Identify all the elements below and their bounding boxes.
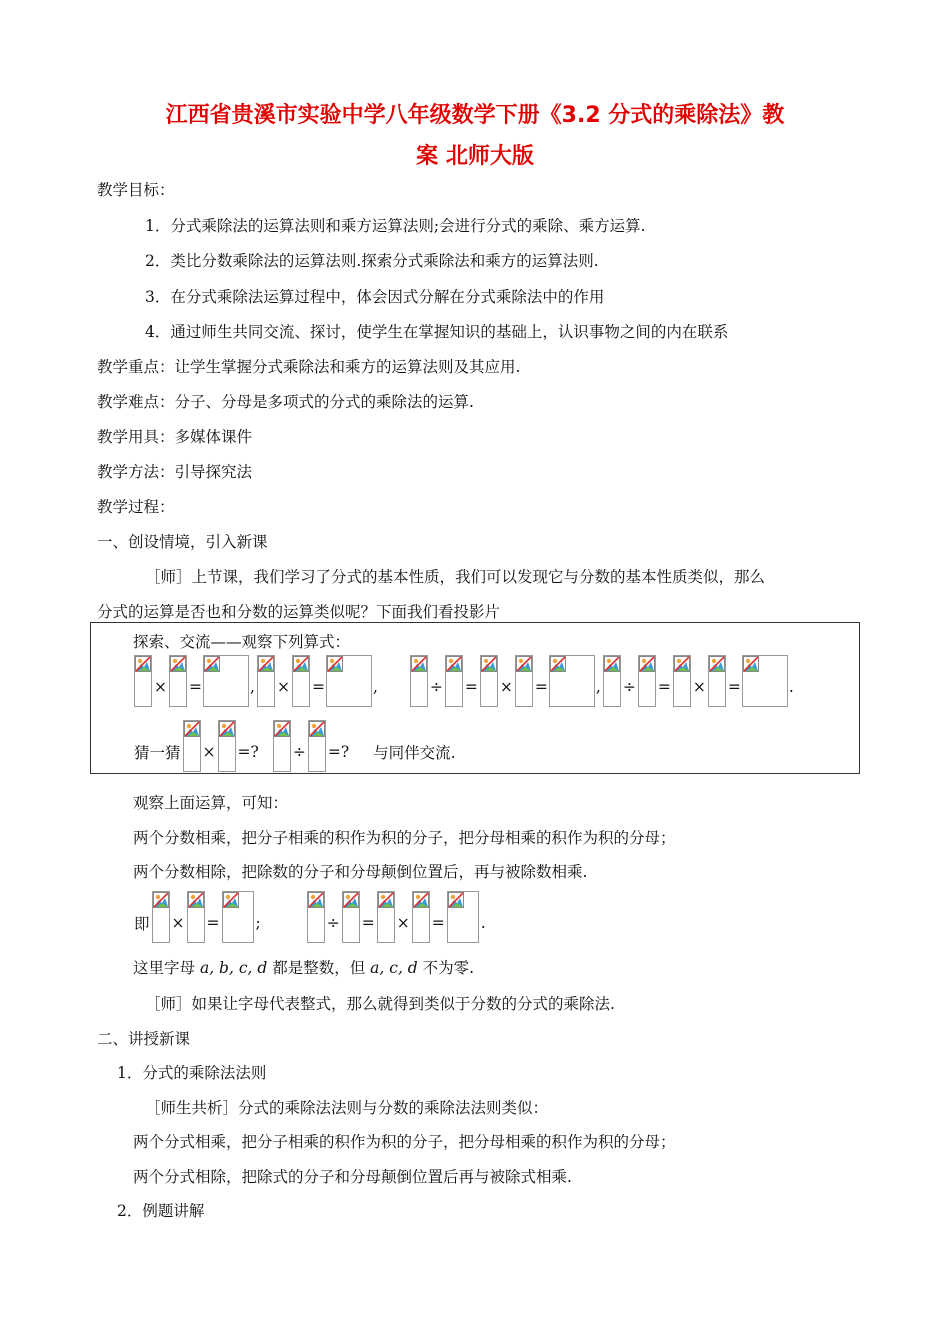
- fraction-image: [412, 891, 430, 943]
- times-sign: ×: [171, 914, 185, 932]
- broken-image-icon: [274, 721, 290, 737]
- letters-variables: a, b, c, d: [199, 959, 268, 977]
- teacher-paragraph-2: ［师］如果让字母代表整式，那么就得到类似于分数的分式的乘除法.: [145, 995, 615, 1013]
- comma: ,: [250, 678, 255, 696]
- fraction-image: [152, 891, 170, 943]
- guess-label: 猜一猜: [134, 744, 181, 762]
- fraction-image: [218, 720, 236, 772]
- broken-image-icon: [308, 892, 324, 908]
- fraction-image: [134, 655, 152, 707]
- broken-image-icon: [293, 656, 309, 672]
- guess-question: =?: [327, 743, 350, 761]
- fraction-image: [480, 655, 498, 707]
- fraction-image: [187, 891, 205, 943]
- broken-image-icon: [411, 656, 427, 672]
- teacher-paragraph-1b: 分式的运算是否也和分数的运算类似呢？下面我们看投影片: [97, 603, 501, 621]
- equals-sign: =: [189, 678, 202, 696]
- tools: 教学用具：多媒体课件: [97, 428, 253, 446]
- broken-image-icon: [674, 656, 690, 672]
- ji-label: 即: [134, 915, 150, 933]
- letters-nonzero: a, c, d: [370, 959, 418, 977]
- result-image: [203, 655, 249, 707]
- fraction-image: [183, 720, 201, 772]
- fraction-row-1: [133, 655, 795, 707]
- broken-image-icon: [481, 656, 497, 672]
- analysis-text: ［师生共析］分式的乘除法法则与分数的乘除法法则类似：: [145, 1099, 549, 1117]
- rule-multiply-fractions: 两个分式相乘，把分子相乘的积作为积的分子，把分母相乘的积作为积的分母；: [133, 1133, 676, 1151]
- broken-image-icon: [153, 892, 169, 908]
- goal-item: 3．在分式乘除法运算过程中，体会因式分解在分式乘除法中的作用: [145, 288, 605, 306]
- broken-image-icon: [550, 656, 566, 672]
- section-1-heading: 一、创设情境，引入新课: [97, 533, 268, 551]
- equals-sign: =: [206, 914, 220, 932]
- fraction-image: [673, 655, 691, 707]
- divide-sign: ÷: [429, 678, 443, 696]
- broken-image-icon: [309, 721, 325, 737]
- fraction-image: [603, 655, 621, 707]
- fraction-image: [708, 655, 726, 707]
- guess-tail: 与同伴交流.: [373, 744, 456, 762]
- broken-image-icon: [413, 892, 429, 908]
- broken-image-icon: [223, 892, 239, 908]
- guess-row: [133, 720, 457, 772]
- fraction-image: [292, 655, 310, 707]
- fraction-image: [257, 655, 275, 707]
- broken-image-icon: [184, 721, 200, 737]
- broken-image-icon: [446, 656, 462, 672]
- broken-image-icon: [204, 656, 220, 672]
- fraction-image: [273, 720, 291, 772]
- broken-image-icon: [170, 656, 186, 672]
- times-sign: ×: [499, 678, 513, 696]
- result-image: [742, 655, 788, 707]
- equals-sign: =: [464, 678, 478, 696]
- subsection-2: 2．例题讲解: [117, 1202, 205, 1220]
- broken-image-icon: [258, 656, 274, 672]
- fraction-image: [638, 655, 656, 707]
- key-point: 教学重点：让学生掌握分式乘除法和乘方的运算法则及其应用.: [97, 358, 521, 376]
- difficulty: 教学难点：分子、分母是多项式的分式的乘除法的运算.: [97, 393, 474, 411]
- times-sign: ×: [154, 678, 167, 696]
- equals-sign: =: [534, 678, 548, 696]
- times-sign: ×: [396, 914, 410, 932]
- fraction-image: [515, 655, 533, 707]
- letters-suffix: 不为零.: [422, 959, 475, 977]
- equals-sign: =: [311, 678, 325, 696]
- semicolon: ;: [255, 914, 261, 932]
- box-heading: 探索、交流——观察下列算式：: [133, 633, 351, 651]
- fraction-image: [342, 891, 360, 943]
- equals-sign: =: [657, 678, 671, 696]
- subsection-1: 1．分式的乘除法法则: [117, 1064, 267, 1082]
- fraction-image: [222, 891, 254, 943]
- letters-prefix: 这里字母: [133, 959, 196, 977]
- method: 教学方法：引导探究法: [97, 463, 253, 481]
- comma: ,: [595, 678, 601, 696]
- equals-sign: =: [361, 914, 375, 932]
- times-sign: ×: [202, 743, 216, 761]
- broken-image-icon: [135, 656, 151, 672]
- divide-sign: ÷: [326, 914, 340, 932]
- guess-question: =?: [237, 743, 259, 761]
- broken-image-icon: [743, 656, 759, 672]
- fraction-image: [447, 891, 479, 943]
- process-heading: 教学过程：: [97, 498, 175, 516]
- fraction-image: [307, 891, 325, 943]
- fraction-image: [308, 720, 326, 772]
- fraction-image: [377, 891, 395, 943]
- page-title-line2: 案 北师大版: [416, 144, 534, 169]
- broken-image-icon: [327, 656, 343, 672]
- section-2-heading: 二、讲授新课: [97, 1030, 191, 1048]
- fraction-image: [445, 655, 463, 707]
- broken-image-icon: [448, 892, 464, 908]
- comma: ,: [372, 678, 378, 696]
- letters-mid: 都是整数，但: [272, 959, 366, 977]
- equals-sign: =: [727, 678, 741, 696]
- broken-image-icon: [378, 892, 394, 908]
- times-sign: ×: [692, 678, 706, 696]
- rule-divide-fractions: 两个分式相除，把除式的分子和分母颠倒位置后再与被除式相乘.: [133, 1168, 572, 1186]
- goals-heading: 教学目标：: [97, 181, 175, 199]
- broken-image-icon: [188, 892, 204, 908]
- divide-sign: ÷: [292, 743, 306, 761]
- equals-sign: =: [431, 914, 445, 932]
- goal-item: 1．分式乘除法的运算法则和乘方运算法则;会进行分式的乘除、乘方运算.: [145, 217, 646, 235]
- rule-divide-numbers: 两个分数相除，把除数的分子和分母颠倒位置后，再与被除数相乘.: [133, 863, 588, 881]
- formula-row: [133, 891, 487, 943]
- letters-note: [133, 958, 474, 978]
- result-image: [549, 655, 595, 707]
- broken-image-icon: [639, 656, 655, 672]
- broken-image-icon: [219, 721, 235, 737]
- broken-image-icon: [709, 656, 725, 672]
- broken-image-icon: [604, 656, 620, 672]
- period: .: [480, 914, 486, 932]
- goal-item: 4．通过师生共同交流、探讨，使学生在掌握知识的基础上，认识事物之间的内在联系: [145, 323, 729, 341]
- period: .: [788, 678, 794, 696]
- divide-sign: ÷: [622, 678, 636, 696]
- teacher-paragraph-1a: ［师］上节课，我们学习了分式的基本性质，我们可以发现它与分数的基本性质类似，那么: [145, 568, 766, 586]
- fraction-image: [169, 655, 187, 707]
- rule-multiply-numbers: 两个分数相乘，把分子相乘的积作为积的分子，把分母相乘的积作为积的分母；: [133, 829, 676, 847]
- result-image: [326, 655, 372, 707]
- goal-item: 2．类比分数乘除法的运算法则.探索分式乘除法和乘方的运算法则.: [145, 252, 599, 270]
- fraction-image: [410, 655, 428, 707]
- observe-text: 观察上面运算，可知：: [133, 794, 289, 812]
- broken-image-icon: [516, 656, 532, 672]
- page-title-line1: 江西省贵溪市实验中学八年级数学下册《3.2 分式的乘除法》教: [165, 103, 785, 128]
- times-sign: ×: [276, 678, 290, 696]
- broken-image-icon: [343, 892, 359, 908]
